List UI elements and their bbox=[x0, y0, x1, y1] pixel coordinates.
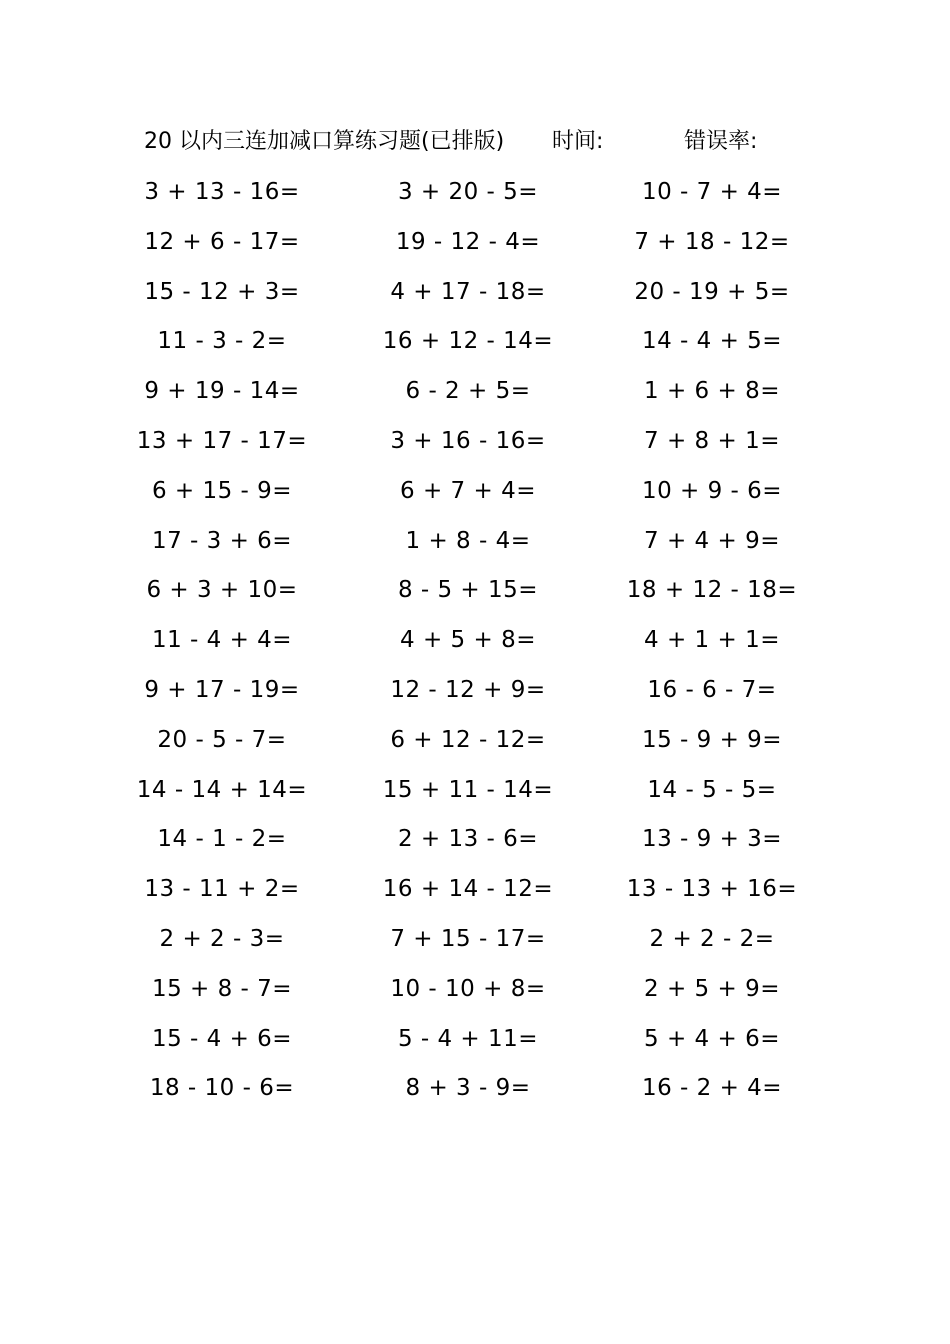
problem-row bbox=[0, 421, 950, 471]
problem-item: 13 - 13 + 16= bbox=[626, 876, 798, 903]
problem-item: 12 - 12 + 9= bbox=[390, 676, 546, 703]
problem-item: 10 - 10 + 8= bbox=[390, 975, 546, 1002]
problem-item: 16 - 6 - 7= bbox=[647, 676, 777, 703]
problem-grid bbox=[0, 172, 950, 1118]
problem-item: 8 + 3 - 9= bbox=[405, 1075, 531, 1102]
problem-row bbox=[0, 1068, 950, 1118]
problem-item: 19 - 12 - 4= bbox=[395, 228, 541, 255]
problem-item: 18 + 12 - 18= bbox=[626, 577, 798, 604]
problem-row bbox=[0, 770, 950, 820]
problem-item: 15 - 12 + 3= bbox=[144, 278, 300, 305]
problem-item: 5 - 4 + 11= bbox=[397, 1025, 539, 1052]
problem-item: 3 + 13 - 16= bbox=[144, 179, 300, 205]
problem-row bbox=[0, 371, 950, 421]
problem-item: 9 + 17 - 19= bbox=[144, 676, 300, 703]
problem-row bbox=[0, 321, 950, 371]
problem-item: 13 + 17 - 17= bbox=[136, 427, 308, 454]
worksheet-header bbox=[0, 124, 950, 160]
problem-item: 6 + 7 + 4= bbox=[400, 477, 536, 504]
problem-item: 14 - 1 - 2= bbox=[157, 826, 287, 853]
problem-item: 6 + 3 + 10= bbox=[146, 577, 298, 604]
problem-item: 11 - 3 - 2= bbox=[157, 328, 287, 355]
problem-item: 15 + 11 - 14= bbox=[382, 776, 554, 803]
problem-row bbox=[0, 969, 950, 1019]
error-rate-label: 错误率: bbox=[684, 129, 758, 154]
worksheet-title: 20 以内三连加减口算练习题(已排版) bbox=[144, 129, 505, 154]
problem-row bbox=[0, 471, 950, 521]
problem-item: 14 - 14 + 14= bbox=[136, 776, 308, 803]
problem-item: 4 + 1 + 1= bbox=[644, 627, 780, 654]
problem-row bbox=[0, 222, 950, 272]
problem-row bbox=[0, 919, 950, 969]
problem-item: 6 + 12 - 12= bbox=[390, 726, 546, 753]
problem-item: 10 + 9 - 6= bbox=[641, 477, 783, 504]
problem-item: 9 + 19 - 14= bbox=[144, 378, 300, 405]
problem-item: 13 - 11 + 2= bbox=[144, 876, 300, 903]
problem-row bbox=[0, 720, 950, 770]
problem-item: 20 - 5 - 7= bbox=[157, 726, 287, 753]
problem-row bbox=[0, 670, 950, 720]
problem-item: 16 - 2 + 4= bbox=[641, 1075, 783, 1102]
problem-item: 6 - 2 + 5= bbox=[405, 378, 531, 405]
problem-item: 15 - 9 + 9= bbox=[641, 726, 783, 753]
problem-item: 14 - 5 - 5= bbox=[647, 776, 777, 803]
problem-item: 1 + 8 - 4= bbox=[405, 527, 531, 554]
problem-item: 5 + 4 + 6= bbox=[644, 1025, 780, 1052]
problem-item: 1 + 6 + 8= bbox=[644, 378, 780, 405]
problem-item: 8 - 5 + 15= bbox=[397, 577, 539, 604]
problem-item: 16 + 14 - 12= bbox=[382, 876, 554, 903]
problem-item: 3 + 16 - 16= bbox=[390, 427, 546, 454]
problem-item: 7 + 15 - 17= bbox=[390, 925, 546, 952]
problem-item: 7 + 4 + 9= bbox=[644, 527, 780, 554]
problem-item: 17 - 3 + 6= bbox=[151, 527, 293, 554]
problem-item: 3 + 20 - 5= bbox=[397, 179, 539, 205]
problem-item: 12 + 6 - 17= bbox=[144, 228, 300, 255]
problem-item: 2 + 2 - 2= bbox=[649, 925, 775, 952]
problem-row bbox=[0, 570, 950, 620]
problem-item: 7 + 18 - 12= bbox=[634, 228, 790, 255]
problem-item: 2 + 5 + 9= bbox=[644, 975, 780, 1002]
problem-item: 11 - 4 + 4= bbox=[151, 627, 293, 654]
time-label: 时间: bbox=[552, 129, 604, 154]
problem-item: 20 - 19 + 5= bbox=[634, 278, 790, 305]
problem-item: 10 - 7 + 4= bbox=[641, 179, 783, 205]
problem-row bbox=[0, 620, 950, 670]
problem-row bbox=[0, 521, 950, 571]
problem-row bbox=[0, 1019, 950, 1069]
problem-row bbox=[0, 819, 950, 869]
problem-item: 6 + 15 - 9= bbox=[151, 477, 293, 504]
problem-item: 16 + 12 - 14= bbox=[382, 328, 554, 355]
problem-row bbox=[0, 869, 950, 919]
problem-item: 15 - 4 + 6= bbox=[151, 1025, 293, 1052]
problem-item: 18 - 10 - 6= bbox=[149, 1075, 295, 1102]
problem-row bbox=[0, 272, 950, 322]
problem-item: 2 + 13 - 6= bbox=[397, 826, 539, 853]
problem-item: 14 - 4 + 5= bbox=[641, 328, 783, 355]
problem-item: 4 + 17 - 18= bbox=[390, 278, 546, 305]
problem-item: 7 + 8 + 1= bbox=[644, 427, 780, 454]
problem-item: 4 + 5 + 8= bbox=[400, 627, 536, 654]
problem-row bbox=[0, 172, 950, 222]
problem-item: 2 + 2 - 3= bbox=[159, 925, 285, 952]
problem-item: 13 - 9 + 3= bbox=[641, 826, 783, 853]
problem-item: 15 + 8 - 7= bbox=[151, 975, 293, 1002]
